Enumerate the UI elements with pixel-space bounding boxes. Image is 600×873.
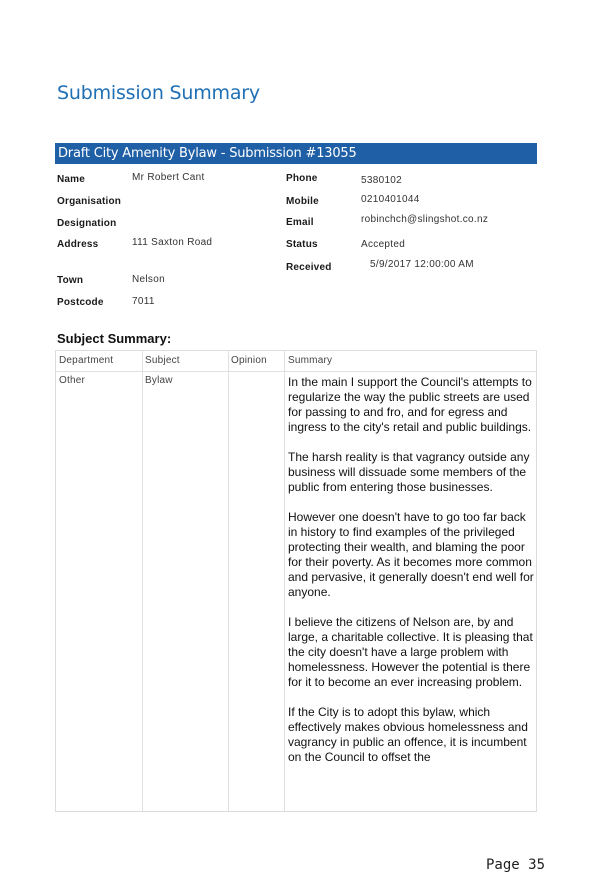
cell-subject: Bylaw [145,375,173,386]
received-value: 5/9/2017 12:00:00 AM [370,259,474,270]
status-label: Status [286,239,318,250]
name-label: Name [57,174,86,185]
organisation-label: Organisation [57,196,122,207]
summary-paragraph: The harsh reality is that vagrancy outside any business will dissuade some members of the public from entering those businesses. [288,450,530,494]
column-divider [284,351,285,811]
column-divider [142,351,143,811]
column-header-subject: Subject [145,355,180,366]
mobile-value: 0210401044 [361,194,420,205]
subject-summary-table [55,350,537,812]
column-header-summary: Summary [288,355,333,366]
town-label: Town [57,275,84,286]
town-value: Nelson [132,274,165,285]
phone-label: Phone [286,173,318,184]
status-value: Accepted [361,239,406,250]
summary-paragraph: I believe the citizens of Nelson are, by and large, a charitable collective. It is pleasing that the city doesn't have a large problem with homelessness. However the potential is there for it to become an ever increasing problem. [288,615,533,689]
cell-summary [288,375,534,780]
address-value: 111 Saxton Road [132,237,213,248]
subject-summary-title: Subject Summary: [57,331,172,346]
summary-paragraph: In the main I support the Council's attempts to regularize the way the public streets are used for passing to and fro, and for egress and ingress to the city's retail and public buildings. [288,375,532,434]
column-divider [228,351,229,811]
mobile-label: Mobile [286,196,319,207]
postcode-value: 7011 [132,296,155,307]
email-value: robinchch@slingshot.co.nz [361,214,489,225]
summary-paragraph: If the City is to adopt this bylaw, which effectively makes obvious homelessness and vagrancy in public an offence, it is incumbent on the Council to offset the [288,705,528,764]
submission-banner: Draft City Amenity Bylaw - Submission #13055 [55,143,537,164]
cell-department: Other [59,375,86,386]
column-header-opinion: Opinion [231,355,267,366]
received-label: Received [286,262,332,273]
summary-paragraph: However one doesn't have to go too far back in history to find examples of the privileged protecting their wealth, and blaming the poor for their poverty. As it becomes more common and pervasive, it generally doesn't end well for anyone. [288,510,534,599]
email-label: Email [286,217,314,228]
column-header-department: Department [59,355,114,366]
phone-value: 5380102 [361,175,403,186]
page-number: Page 35 [486,857,546,873]
designation-label: Designation [57,218,117,229]
postcode-label: Postcode [57,297,104,308]
page-title: Submission Summary [57,82,260,104]
name-value: Mr Robert Cant [132,172,205,183]
address-label: Address [57,239,99,250]
header-divider [56,371,536,372]
